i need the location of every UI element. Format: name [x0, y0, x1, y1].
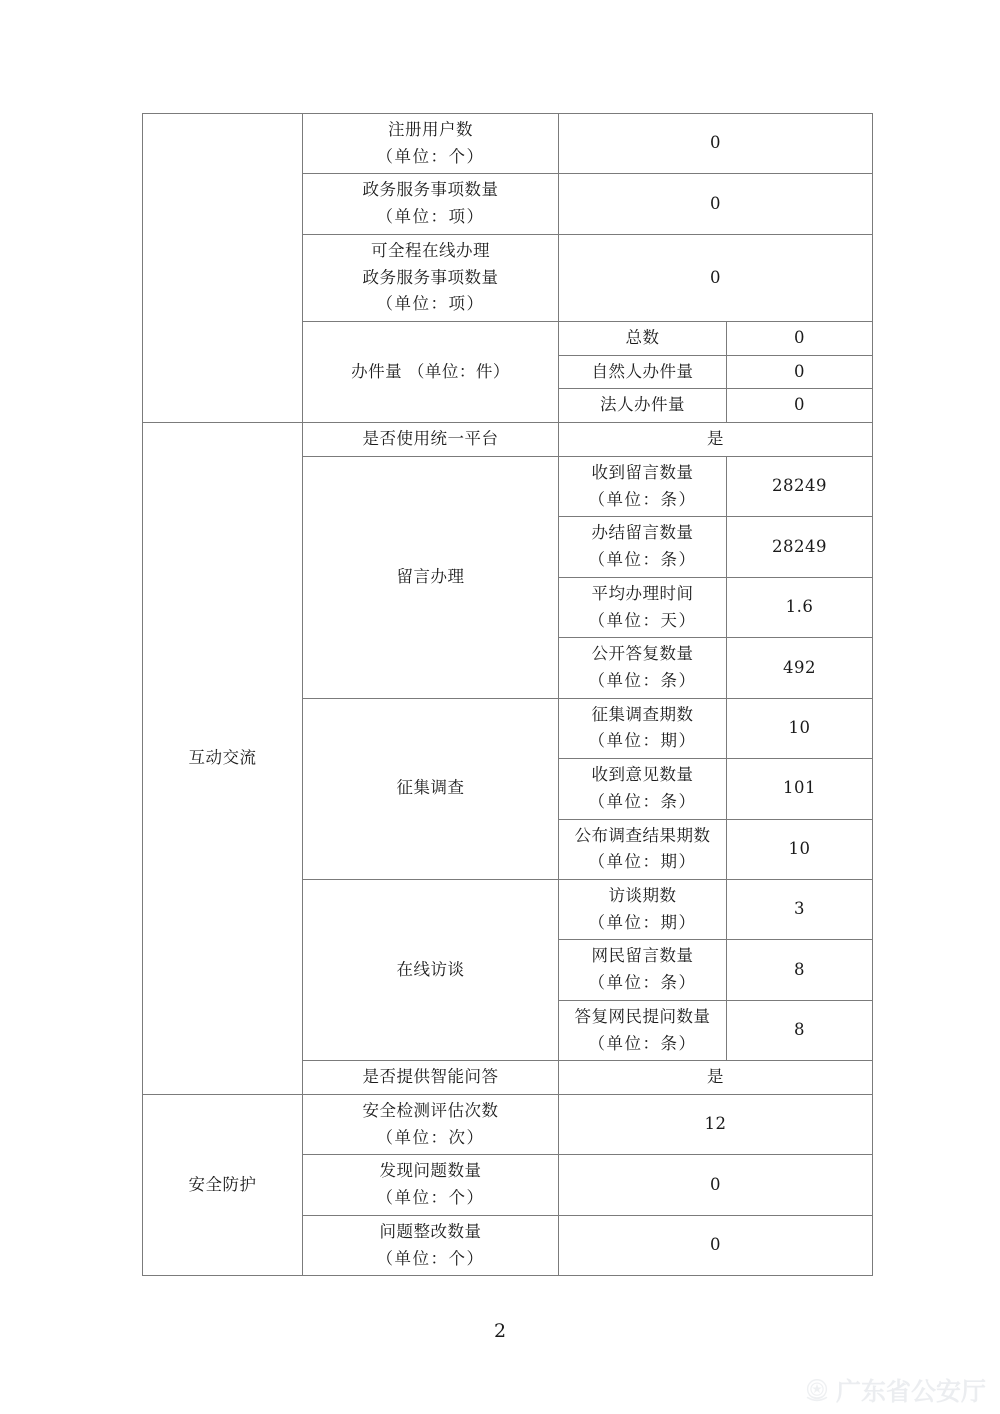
value-interview-periods: 3: [727, 879, 873, 939]
value-opinions-received: 101: [727, 759, 873, 819]
row-label-unified-platform: 是否使用统一平台: [303, 423, 559, 457]
label-unit: （单位：期）: [588, 852, 697, 872]
label-line: 注册用户数: [388, 120, 473, 139]
value-survey-periods: 10: [727, 698, 873, 758]
row-label-security-assessments: [303, 1095, 559, 1155]
group-label-unit: （单位：件）: [407, 361, 510, 381]
sub-label-public-replies: [559, 638, 727, 698]
label-unit: （单位：个）: [376, 1248, 485, 1268]
category-cell-interaction: 互动交流: [143, 423, 303, 1095]
page-number: 2: [493, 1320, 507, 1342]
label-unit: （单位：期）: [588, 731, 697, 751]
value-messages-received: 28249: [727, 456, 873, 516]
label-line: 办结留言数量: [591, 523, 694, 543]
value-total: 0: [727, 322, 873, 356]
row-label-registered-users: [303, 114, 559, 174]
table-row: [143, 114, 873, 174]
value-netizen-questions-answered: 8: [727, 1000, 873, 1060]
value-published-results: 10: [727, 819, 873, 879]
label-line: 政务服务事项数量: [362, 180, 499, 200]
table-row: [143, 423, 873, 457]
watermark: [802, 1376, 986, 1406]
label-unit: （单位：条）: [588, 791, 697, 811]
label-unit: （单位：个）: [376, 146, 485, 166]
label-unit: （单位：期）: [588, 912, 697, 932]
label-unit: （单位：条）: [588, 489, 697, 509]
group-label-online-interview: 在线访谈: [303, 879, 559, 1060]
value-gov-service-items: 0: [559, 174, 873, 234]
row-label-issues-found: [303, 1155, 559, 1215]
label-line: 收到留言数量: [591, 462, 694, 482]
sub-label-messages-received: [559, 456, 727, 516]
category-cell-security: 安全防护: [143, 1095, 303, 1276]
category-cell-empty: [143, 114, 303, 423]
label-line: 平均办理时间: [591, 583, 694, 603]
value-security-assessments: 12: [559, 1095, 873, 1155]
sub-label-average-handling-time: [559, 577, 727, 637]
group-label-line: 办件量: [351, 361, 403, 381]
label-line: 访谈期数: [608, 885, 677, 905]
sub-label-published-results: [559, 819, 727, 879]
group-label-message-handling: 留言办理: [303, 456, 559, 698]
value-natural-person: 0: [727, 355, 873, 389]
value-netizen-messages: 8: [727, 940, 873, 1000]
label-line: 答复网民提问数量: [574, 1006, 711, 1026]
label-line: 收到意见数量: [591, 765, 694, 785]
label-unit: （单位：条）: [588, 973, 697, 993]
label-line: 公开答复数量: [591, 644, 694, 664]
row-label-gov-service-items: [303, 174, 559, 234]
sub-label-survey-periods: [559, 698, 727, 758]
annual-report-table: [142, 113, 873, 1276]
sub-label-interview-periods: [559, 879, 727, 939]
label-unit: （单位：项）: [376, 207, 485, 227]
value-public-replies: 492: [727, 638, 873, 698]
sub-label-legal-person: 法人办件量: [559, 389, 727, 423]
row-label-fully-online-items: [303, 234, 559, 321]
label-unit: （单位：条）: [588, 1033, 697, 1053]
sub-label-messages-resolved: [559, 517, 727, 577]
row-label-issues-rectified: [303, 1215, 559, 1275]
label-line: 政务服务事项数量: [362, 267, 499, 287]
sub-label-opinions-received: [559, 759, 727, 819]
label-line: 网民留言数量: [591, 946, 694, 966]
value-legal-person: 0: [727, 389, 873, 423]
value-smart-qa: 是: [559, 1061, 873, 1095]
table-row: [143, 1095, 873, 1155]
group-label-survey: 征集调查: [303, 698, 559, 879]
label-unit: （单位：条）: [588, 670, 697, 690]
value-messages-resolved: 28249: [727, 517, 873, 577]
police-badge-icon: [802, 1376, 832, 1406]
value-issues-rectified: 0: [559, 1215, 873, 1275]
value-average-handling-time: 1.6: [727, 577, 873, 637]
label-line: 可全程在线办理: [371, 240, 490, 260]
value-issues-found: 0: [559, 1155, 873, 1215]
label-line: 发现问题数量: [379, 1161, 482, 1181]
label-line: 征集调查期数: [591, 704, 694, 724]
row-label-smart-qa: 是否提供智能问答: [303, 1061, 559, 1095]
label-unit: （单位：项）: [376, 294, 485, 314]
label-line: 公布调查结果期数: [574, 825, 711, 845]
value-unified-platform: 是: [559, 423, 873, 457]
sub-label-netizen-messages: [559, 940, 727, 1000]
label-line: 问题整改数量: [379, 1221, 482, 1241]
group-label-handled-cases: [303, 322, 559, 423]
value-registered-users: 0: [559, 114, 873, 174]
sub-label-netizen-questions-answered: [559, 1000, 727, 1060]
label-unit: （单位：个）: [376, 1188, 485, 1208]
sub-label-natural-person: 自然人办件量: [559, 355, 727, 389]
label-unit: （单位：次）: [376, 1127, 485, 1147]
label-line: 安全检测评估次数: [362, 1101, 499, 1120]
watermark-text: 广东省公安厅: [835, 1376, 986, 1406]
value-fully-online-items: 0: [559, 234, 873, 321]
label-unit: （单位：条）: [588, 550, 697, 570]
sub-label-total: 总数: [559, 322, 727, 356]
label-unit: （单位：天）: [588, 610, 697, 630]
